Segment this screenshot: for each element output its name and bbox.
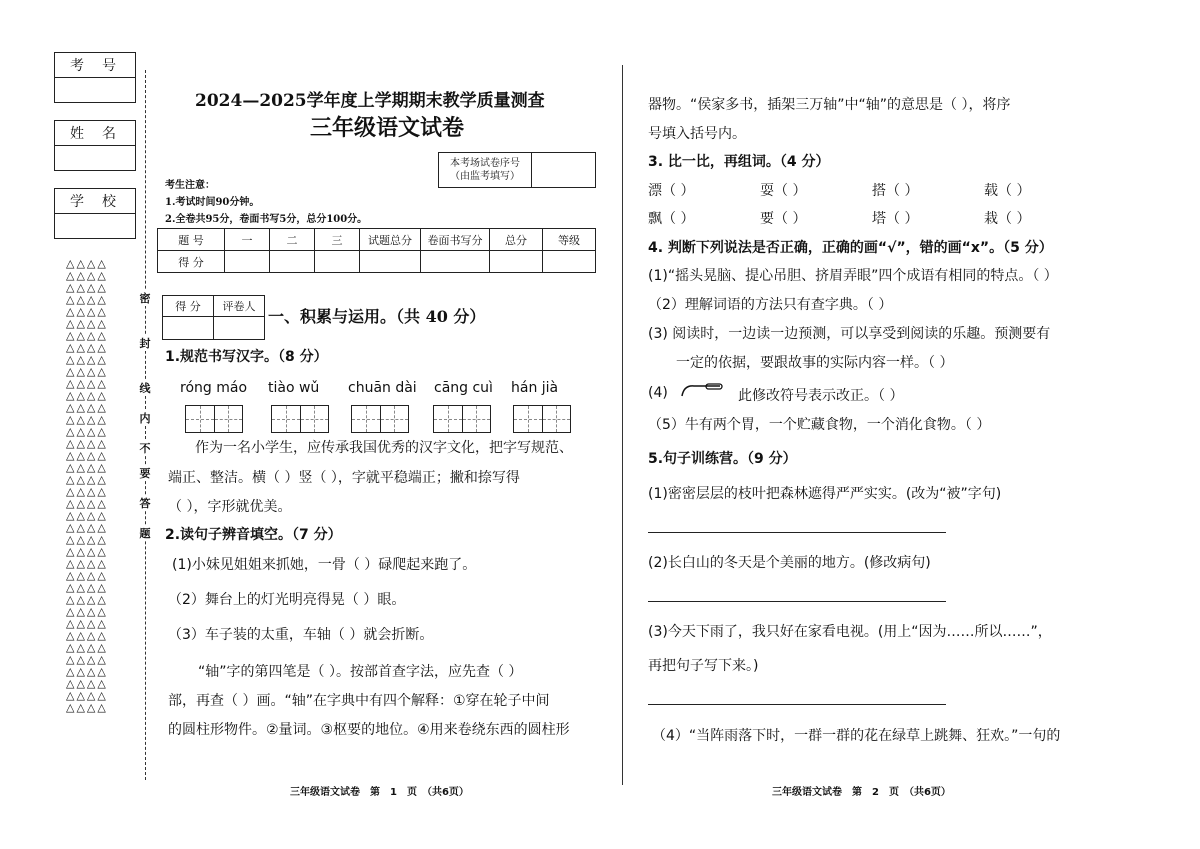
q2-item: （2）舞台上的灯光明亮得晃（ ）眼。 <box>168 592 406 608</box>
answer-line[interactable] <box>648 704 946 705</box>
q4-item: （5）牛有两个胃，一个贮藏食物，一个消化食物。（ ） <box>648 417 991 433</box>
writing-grid[interactable] <box>513 405 571 433</box>
q2-text: 的圆柱形物件。②量词。③枢要的地位。④用来卷绕东西的圆柱形 <box>168 722 570 738</box>
triangle-row: △△△△ <box>66 425 108 438</box>
triangle-row: △△△△ <box>66 641 108 654</box>
score-row-label: 得 分 <box>158 251 225 273</box>
grader-box <box>162 295 265 340</box>
q4-item: (4) <box>648 385 668 401</box>
triangle-row: △△△△ <box>66 269 108 282</box>
score-cell[interactable] <box>421 251 490 273</box>
question-3: 3. 比一比，再组词。（4 分） <box>648 154 830 170</box>
answer-line[interactable] <box>648 532 946 533</box>
q5-item: (1)密密层层的枝叶把森林遮得严严实实。(改为“被”字句) <box>648 486 1002 502</box>
q2-continued: 器物。“侯家多书，插架三万轴”中“轴”的意思是（ ），将序 <box>648 97 1011 113</box>
pinyin: róng máo <box>180 380 248 396</box>
score-header: 三 <box>315 229 360 251</box>
triangle-row: △△△△ <box>66 485 108 498</box>
triangle-row: △△△△ <box>66 401 108 414</box>
seal-char: 不 <box>134 440 156 456</box>
q3-word: 载（ ） <box>984 183 1031 199</box>
score-header: 一 <box>225 229 270 251</box>
q2-item: (1)小妹见姐姐来抓她，一骨（ ）碌爬起来跑了。 <box>172 557 477 573</box>
score-header: 总分 <box>490 229 543 251</box>
triangle-row: △△△△ <box>66 557 108 570</box>
triangle-row: △△△△ <box>66 317 108 330</box>
school-field[interactable] <box>55 214 135 238</box>
notice-title: 考生注意： <box>165 180 215 191</box>
q3-word: 飘（ ） <box>648 211 695 227</box>
triangle-row: △△△△ <box>66 449 108 462</box>
q3-word: 漂（ ） <box>648 183 695 199</box>
triangle-row: △△△△ <box>66 461 108 474</box>
score-cell[interactable] <box>490 251 543 273</box>
grader-score-label: 得 分 <box>163 296 214 317</box>
triangle-row: △△△△ <box>66 665 108 678</box>
triangle-row: △△△△ <box>66 593 108 606</box>
q3-word: 要（ ） <box>760 211 807 227</box>
grader-label: 评卷人 <box>214 296 265 317</box>
triangle-row: △△△△ <box>66 473 108 486</box>
question-5: 5.句子训练营。（9 分） <box>648 451 797 467</box>
score-cell[interactable] <box>315 251 360 273</box>
triangle-row: △△△△ <box>66 545 108 558</box>
seal-char: 题 <box>134 525 156 541</box>
score-header: 试题总分 <box>360 229 421 251</box>
grader-score-field[interactable] <box>163 317 214 340</box>
q4-item: 一定的依据，要跟故事的实际内容一样。（ ） <box>676 355 954 371</box>
notice-2: 2.全卷共95分，卷面书写5分，总分100分。 <box>165 214 368 225</box>
seal-char: 线 <box>134 380 156 396</box>
triangle-row: △△△△ <box>66 341 108 354</box>
score-header: 卷面书写分 <box>421 229 490 251</box>
q2-text: “轴”字的第四笔是（ ）。按部首查字法，应先查（ ） <box>198 664 523 680</box>
score-header: 二 <box>270 229 315 251</box>
q3-word: 耍（ ） <box>760 183 807 199</box>
triangle-row: △△△△ <box>66 677 108 690</box>
triangle-row: △△△△ <box>66 437 108 450</box>
q4-item: (3) 阅读时，一边读一边预测，可以享受到阅读的乐趣。预测要有 <box>648 326 1051 342</box>
triangle-row: △△△△ <box>66 257 108 270</box>
score-table <box>157 228 596 273</box>
q2-text: 部，再查（ ）画。“轴”在字典中有四个解释：①穿在轮子中间 <box>168 693 550 709</box>
triangle-row: △△△△ <box>66 509 108 522</box>
q1-text: （ ），字形就优美。 <box>168 499 292 515</box>
triangle-row: △△△△ <box>66 605 108 618</box>
exam-number-label: 考号 <box>55 53 135 78</box>
question-4: 4. 判断下列说法是否正确，正确的画“√”，错的画“x”。（5 分） <box>648 240 1053 256</box>
q2-item: （3）车子装的太重，车轴（ ）就会折断。 <box>168 627 434 643</box>
pinyin: tiào wǔ <box>268 380 320 396</box>
writing-grid[interactable] <box>351 405 409 433</box>
exam-title: 2024—2025学年度上学期期末教学质量测查 <box>195 91 545 111</box>
section-1-heading: 一、积累与运用。（共 40 分） <box>268 307 486 326</box>
q3-word: 搭（ ） <box>872 183 919 199</box>
name-box <box>54 120 136 171</box>
q3-word: 塔（ ） <box>872 211 919 227</box>
pinyin: hán jià <box>511 380 559 396</box>
page-2-footer: 三年级语文试卷 第 2 页 （共6页） <box>772 787 951 798</box>
triangle-row: △△△△ <box>66 581 108 594</box>
score-cell[interactable] <box>270 251 315 273</box>
score-cell[interactable] <box>360 251 421 273</box>
seal-char: 封 <box>134 335 156 351</box>
writing-grid[interactable] <box>433 405 491 433</box>
q5-item: (2)长白山的冬天是个美丽的地方。(修改病句) <box>648 555 931 571</box>
exam-subtitle: 三年级语文试卷 <box>310 115 465 141</box>
q4-item: (1)“摇头晃脑、提心吊胆、挤眉弄眼”四个成语有相同的特点。（ ） <box>648 268 1058 284</box>
q5-item: 再把句子写下来。) <box>648 658 759 674</box>
writing-grid[interactable] <box>185 405 243 433</box>
name-label: 姓名 <box>55 121 135 146</box>
triangle-row: △△△△ <box>66 497 108 510</box>
triangle-row: △△△△ <box>66 365 108 378</box>
question-2: 2.读句子辨音填空。（7 分） <box>165 527 342 543</box>
q3-word: 栽（ ） <box>984 211 1031 227</box>
seal-char: 密 <box>134 290 156 306</box>
triangle-row: △△△△ <box>66 629 108 642</box>
score-header: 题 号 <box>158 229 225 251</box>
q4-item: （2）理解词语的方法只有查字典。（ ） <box>648 297 893 313</box>
q1-text: 端正、整洁。横（ ）竖（ ），字就平稳端正；撇和捺写得 <box>168 470 520 486</box>
exam-number-field[interactable] <box>55 78 135 102</box>
seat-number-field[interactable] <box>532 153 595 187</box>
q4-item: 此修改符号表示改正。（ ） <box>738 388 904 404</box>
score-header: 等级 <box>543 229 596 251</box>
triangle-row: △△△△ <box>66 389 108 402</box>
answer-line[interactable] <box>648 601 946 602</box>
school-box <box>54 188 136 239</box>
question-1: 1.规范书写汉字。（8 分） <box>165 349 328 365</box>
q2-continued: 号填入括号内。 <box>648 126 746 142</box>
score-cell[interactable] <box>543 251 596 273</box>
seat-number-box <box>438 152 596 188</box>
q5-item: (3)今天下雨了，我只好在家看电视。(用上“因为……所以……”， <box>648 624 1052 640</box>
triangle-row: △△△△ <box>66 377 108 390</box>
score-cell[interactable] <box>225 251 270 273</box>
triangle-row: △△△△ <box>66 569 108 582</box>
pinyin: cāng cuì <box>434 380 493 396</box>
pinyin: chuān dài <box>348 380 417 396</box>
seal-char: 答 <box>134 495 156 511</box>
seat-number-note: （由监考填写） <box>450 171 520 182</box>
school-label: 学校 <box>55 189 135 214</box>
seal-char: 内 <box>134 410 156 426</box>
triangle-row: △△△△ <box>66 689 108 702</box>
triangle-border-pattern <box>66 258 108 714</box>
grader-name-field[interactable] <box>214 317 265 340</box>
triangle-row: △△△△ <box>66 701 108 714</box>
triangle-row: △△△△ <box>66 653 108 666</box>
triangle-row: △△△△ <box>66 521 108 534</box>
correction-mark-icon <box>680 383 726 397</box>
name-field[interactable] <box>55 146 135 170</box>
triangle-row: △△△△ <box>66 305 108 318</box>
triangle-row: △△△△ <box>66 293 108 306</box>
exam-number-box <box>54 52 136 103</box>
seat-number-label: 本考场试卷序号 <box>450 158 520 169</box>
triangle-row: △△△△ <box>66 329 108 342</box>
triangle-row: △△△△ <box>66 413 108 426</box>
triangle-row: △△△△ <box>66 353 108 366</box>
triangle-row: △△△△ <box>66 533 108 546</box>
triangle-row: △△△△ <box>66 617 108 630</box>
page-1-footer: 三年级语文试卷 第 1 页 （共6页） <box>290 787 469 798</box>
q5-item: （4）“当阵雨落下时，一群一群的花在绿草上跳舞、狂欢。”一句的 <box>652 728 1061 744</box>
triangle-row: △△△△ <box>66 281 108 294</box>
notice-1: 1.考试时间90分钟。 <box>165 197 260 208</box>
q1-text: 作为一名小学生，应传承我国优秀的汉字文化，把字写规范、 <box>195 440 573 456</box>
page-divider <box>622 65 623 785</box>
seal-char: 要 <box>134 465 156 481</box>
writing-grid[interactable] <box>271 405 329 433</box>
